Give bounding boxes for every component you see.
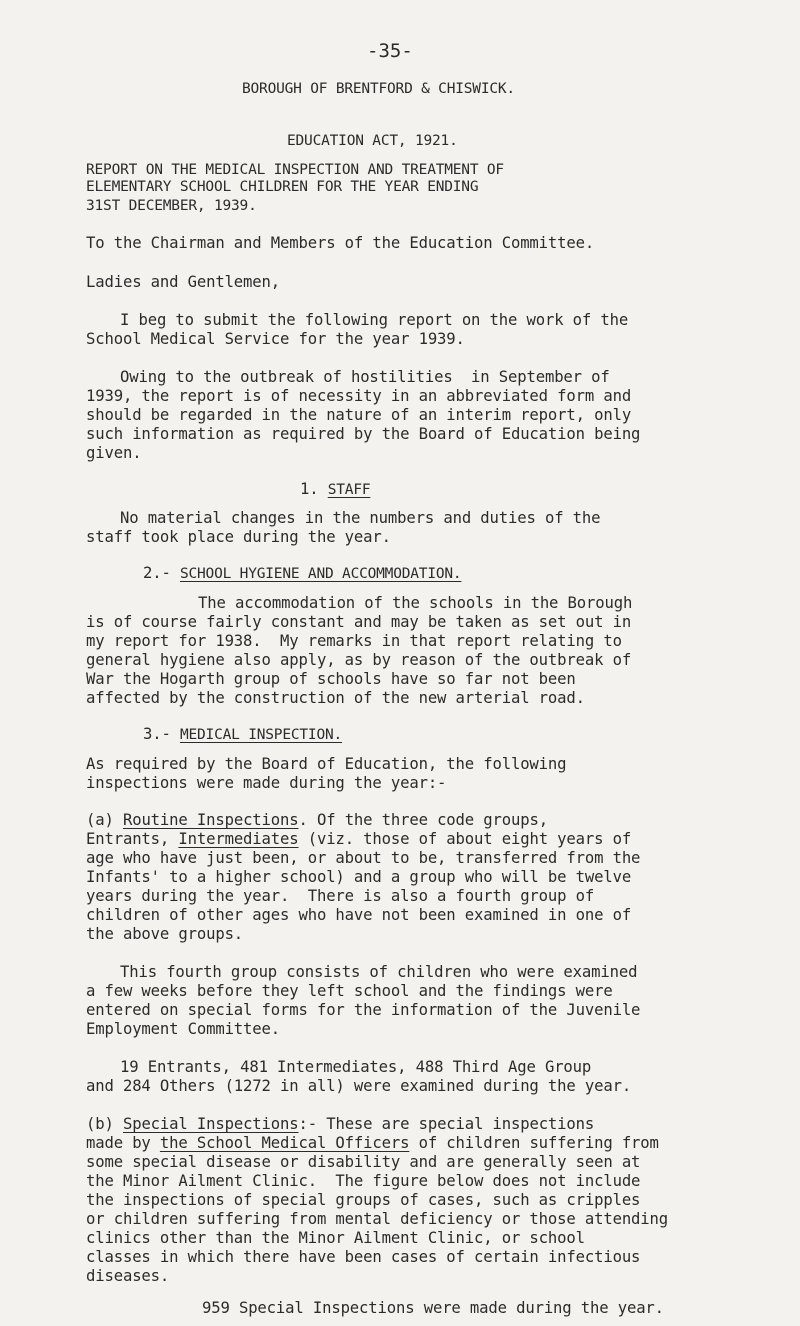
text-line: I beg to submit the following report on the work of the	[120, 311, 629, 329]
text-line: No material changes in the numbers and duties of the	[120, 509, 601, 527]
text-line: given.	[86, 444, 142, 462]
underlined-term: the School Medical Officers	[159, 1134, 410, 1152]
report-title-line: 31ST DECEMBER, 1939.	[86, 198, 257, 214]
special-inspections-heading: Special Inspections	[122, 1115, 299, 1133]
section-2-heading	[143, 563, 461, 584]
report-title-line: ELEMENTARY SCHOOL CHILDREN FOR THE YEAR ENDING	[86, 179, 479, 195]
routine-inspections-heading: Routine Inspections	[122, 811, 299, 829]
text-line: diseases.	[86, 1267, 170, 1285]
special-total-line: 959 Special Inspections were made during the year.	[202, 1299, 664, 1317]
text-fragment: of children suffering from	[409, 1134, 659, 1152]
text-line: is of course fairly constant and may be taken as set out in	[86, 613, 632, 631]
address-line: To the Chairman and Members of the Education Committee.	[86, 234, 595, 252]
text-line: the above groups.	[86, 925, 244, 943]
text-fragment: (viz. those of about eight years of	[298, 830, 632, 848]
greeting: Ladies and Gentlemen,	[86, 273, 281, 291]
section-number: 2.-	[143, 564, 171, 582]
section-1-heading	[300, 479, 370, 500]
text-line	[86, 1133, 659, 1153]
text-line	[86, 829, 631, 849]
text-line: entered on special forms for the information of the Juvenile	[86, 1001, 641, 1019]
section-title: SCHOOL HYGIENE AND ACCOMMODATION.	[179, 566, 462, 582]
page-number: -35-	[367, 40, 413, 62]
report-title-line: REPORT ON THE MEDICAL INSPECTION AND TREATMENT OF	[86, 162, 504, 178]
text-line: or children suffering from mental deficiency or those attending	[86, 1210, 669, 1228]
text-line: affected by the construction of the new arterial road.	[86, 689, 585, 707]
text-line: Owing to the outbreak of hostilities in September of	[120, 368, 610, 386]
text-line: The accommodation of the schools in the Borough	[198, 594, 633, 612]
text-line: classes in which there have been cases of certain infectious	[86, 1248, 641, 1266]
text-line: Employment Committee.	[86, 1020, 281, 1038]
text-line: 19 Entrants, 481 Intermediates, 488 Third Age Group	[120, 1058, 592, 1076]
text-line: years during the year. There is also a fourth group of	[86, 887, 595, 905]
text-line: the Minor Ailment Clinic. The figure below does not include	[86, 1172, 641, 1190]
item-label: (a)	[86, 811, 114, 829]
text-fragment: Entrants,	[86, 830, 179, 848]
text-line: the inspections of special groups of cases, such as cripples	[86, 1191, 641, 1209]
section-number: 1.	[300, 480, 319, 498]
item-label: (b)	[86, 1115, 114, 1133]
act-heading: EDUCATION ACT, 1921.	[287, 133, 458, 149]
text-line: children of other ages who have not been examined in one of	[86, 906, 632, 924]
section-title: STAFF	[327, 482, 371, 498]
section-title: MEDICAL INSPECTION.	[179, 727, 343, 743]
text-line: a few weeks before they left school and the findings were	[86, 982, 613, 1000]
text-line: Infants' to a higher school) and a group who will be twelve	[86, 868, 632, 886]
text-line: School Medical Service for the year 1939.	[86, 330, 465, 348]
borough-heading: BOROUGH OF BRENTFORD & CHISWICK.	[242, 81, 515, 97]
text-line: inspections were made during the year:-	[86, 774, 447, 792]
underlined-term: Intermediates	[178, 830, 299, 848]
text-line: and 284 Others (1272 in all) were examined during the year.	[86, 1077, 632, 1095]
text-line: As required by the Board of Education, the following	[86, 755, 567, 773]
text-line: War the Hogarth group of schools have so far not been	[86, 670, 576, 688]
text-line: 1939, the report is of necessity in an abbreviated form and	[86, 387, 632, 405]
text-line: staff took place during the year.	[86, 528, 391, 546]
text-line: should be regarded in the nature of an interim report, only	[86, 406, 632, 424]
text-fragment: :- These are special inspections	[298, 1115, 595, 1133]
text-line	[86, 1114, 594, 1134]
text-fragment: . Of the three code groups,	[298, 811, 548, 829]
text-line: some special disease or disability and are generally seen at	[86, 1153, 641, 1171]
text-line: general hygiene also apply, as by reason of the outbreak of	[86, 651, 632, 669]
text-line: such information as required by the Board of Education being	[86, 425, 641, 443]
text-line: This fourth group consists of children who were examined	[120, 963, 638, 981]
text-line	[86, 810, 548, 830]
section-number: 3.-	[143, 725, 171, 743]
text-line: my report for 1938. My remarks in that report relating to	[86, 632, 622, 650]
section-3-heading	[143, 724, 342, 745]
text-line: clinics other than the Minor Ailment Clinic, or school	[86, 1229, 585, 1247]
text-fragment: made by	[86, 1134, 160, 1152]
text-line: age who have just been, or about to be, transferred from the	[86, 849, 641, 867]
